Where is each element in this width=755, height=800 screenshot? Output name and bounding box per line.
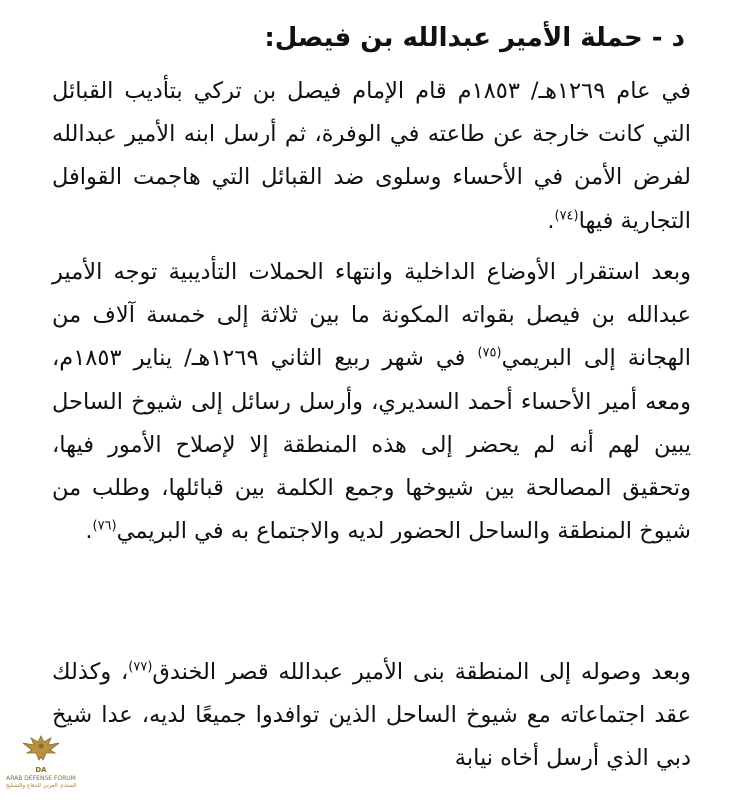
paragraph-2-text-b: في شهر ربيع الثاني ١٢٦٩هـ/ يناير ١٨٥٣م، ومعه أمير الأحساء أحمد السديري، وأرسل رسائل إلى شيوخ الساحل يبين لهم أنه لم يحضر إلى هذه المنطقة إلا لإصلاح الأمور فيها، وتحقيق المصالحة بين شيوخها وجمع الكلمة بين قبائلها، وطلب من شيوخ المنطقة والساحل الحضور لديه والاجتماع به في البريمي <box>52 345 691 545</box>
paragraph-2-ending: . <box>85 518 93 545</box>
watermark-initials: DA <box>35 766 47 774</box>
paragraph-1-text: في عام ١٢٦٩هـ/ ١٨٥٣م قام الإمام فيصل بن تركي بتأديب القبائل التي كانت خارجة عن طاعته في الوفرة، ثم أرسل ابنه الأمير عبدالله لفرض الأمن في الأحساء وسلوى ضد القبائل التي هاجمت القوافل التجارية فيها <box>52 78 691 234</box>
footnote-ref-76[interactable]: (٧٦) <box>92 518 117 534</box>
paragraph-3 <box>52 651 691 781</box>
paragraph-2 <box>52 251 691 553</box>
footnote-ref-75[interactable]: (٧٥) <box>477 345 502 361</box>
paragraph-3-text-b: ، وكذلك عقد اجتماعاته مع شيوخ الساحل الذين توافدوا جميعًا لديه، عدا شيخ دبي الذي أرسل أخاه نيابة <box>52 659 691 772</box>
footnote-ref-74[interactable]: (٧٤) <box>554 208 579 224</box>
paragraph-3-text-a: وبعد وصوله إلى المنطقة بنى الأمير عبدالله قصر الخندق <box>152 659 691 685</box>
eagle-logo-icon <box>20 732 62 766</box>
forum-watermark <box>2 732 80 798</box>
paragraph-2-text-a: وبعد استقرار الأوضاع الداخلية وانتهاء الحملات التأديبية توجه الأمير عبدالله بن فيصل بقواته المكونة ما بين ثلاثة إلى خمسة آلاف من الهجانة إلى البريمي <box>52 259 691 372</box>
watermark-name-en: ARAB DEFENSE FORUM <box>6 775 76 782</box>
section-heading: د - حملة الأمير عبدالله بن فيصل: <box>264 23 685 53</box>
paragraph-1-ending: . <box>547 207 555 234</box>
paragraph-1 <box>52 70 691 243</box>
watermark-name-ar: المنتدى العربي للدفاع والتسليح <box>5 783 77 789</box>
footnote-ref-77[interactable]: (٧٧) <box>128 659 153 675</box>
